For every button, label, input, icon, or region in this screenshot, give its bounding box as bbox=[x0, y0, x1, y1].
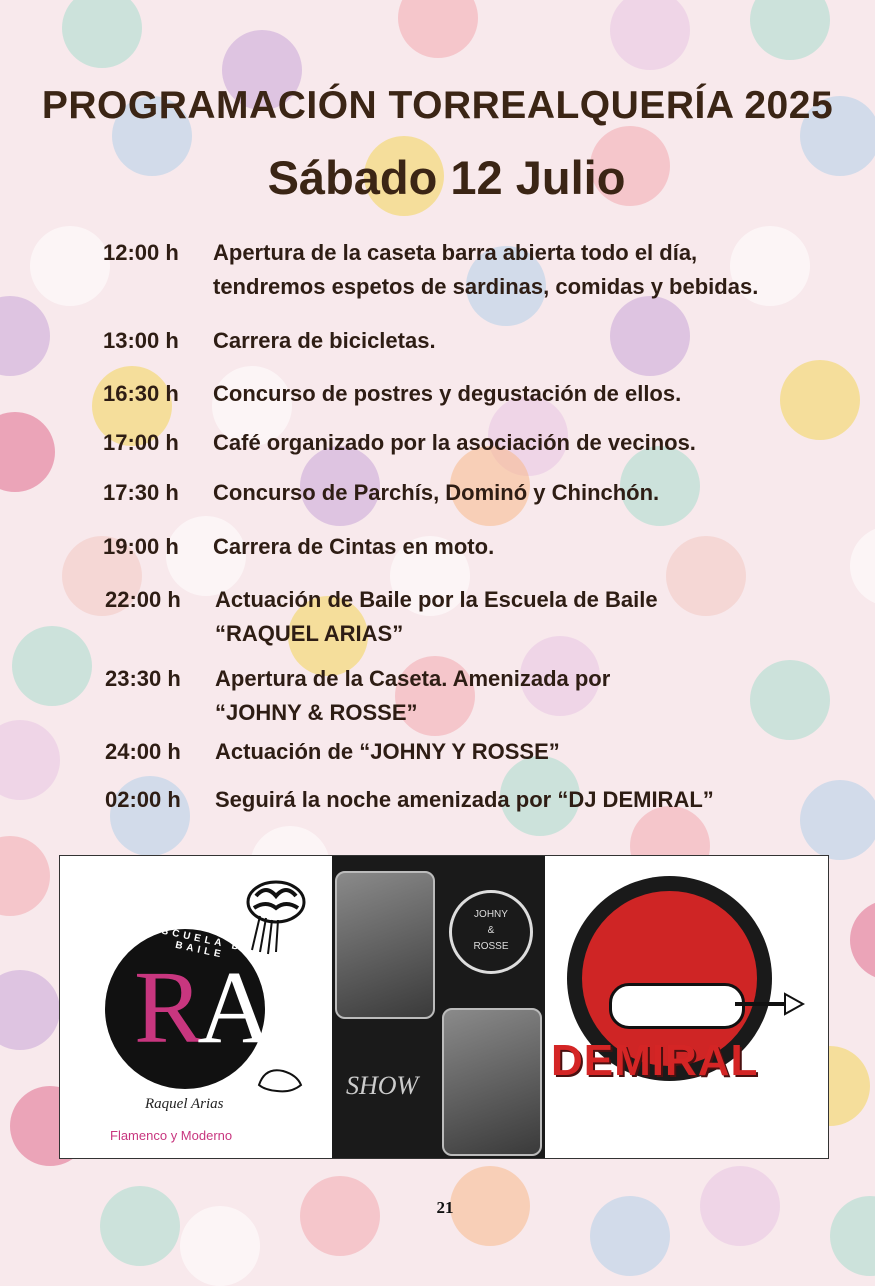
schedule-time: 12:00 h bbox=[103, 240, 179, 265]
page-subtitle-date: Sábado 12 Julio bbox=[267, 151, 626, 204]
schedule-time: 02:00 h bbox=[105, 787, 181, 812]
schedule-time: 19:00 h bbox=[103, 534, 179, 559]
schedule-desc: tendremos espetos de sardinas, comidas y bebidas. bbox=[213, 274, 759, 299]
schedule-time: 17:30 h bbox=[103, 480, 179, 505]
dancing-shoe-icon bbox=[255, 1061, 305, 1097]
schedule-desc: “RAQUEL ARIAS” bbox=[215, 621, 404, 646]
page-number: 21 bbox=[436, 1198, 454, 1217]
schedule-time: 17:00 h bbox=[103, 430, 179, 455]
raquel-arias-logo bbox=[60, 856, 332, 1158]
demiral-wordmark: DEMIRAL bbox=[551, 1036, 759, 1085]
schedule-desc: “JOHNY & ROSSE” bbox=[215, 700, 418, 725]
schedule-desc: Carrera de bicicletas. bbox=[213, 328, 436, 353]
raquel-signature: Raquel Arias bbox=[145, 1096, 224, 1112]
show-label: SHOW bbox=[346, 1071, 419, 1100]
page-title: PROGRAMACIÓN TORREALQUERÍA 2025 bbox=[41, 84, 834, 127]
schedule-time: 23:30 h bbox=[105, 666, 181, 691]
schedule-desc: Actuación de Baile por la Escuela de Baile bbox=[215, 587, 658, 612]
schedule-desc: Carrera de Cintas en moto. bbox=[213, 534, 495, 559]
raquel-style: Flamenco y Moderno bbox=[110, 1128, 233, 1143]
rosse-photo bbox=[442, 1008, 542, 1156]
schedule-desc: Concurso de Parchís, Dominó y Chinchón. bbox=[213, 480, 660, 505]
johny-rosse-poster bbox=[332, 856, 545, 1158]
schedule-desc: Apertura de la Caseta. Amenizada por bbox=[215, 666, 611, 691]
schedule-time: 22:00 h bbox=[105, 587, 181, 612]
schedule-desc: Concurso de postres y degustación de ellos. bbox=[213, 381, 682, 406]
schedule-time: 24:00 h bbox=[105, 739, 181, 764]
schedule-desc: Apertura de la caseta barra abierta todo el día, bbox=[213, 240, 698, 265]
schedule-time: 16:30 h bbox=[103, 381, 179, 406]
schedule-desc: Actuación de “JOHNY Y ROSSE” bbox=[215, 739, 560, 764]
schedule-desc: Seguirá la noche amenizada por “DJ DEMIRAL” bbox=[215, 787, 714, 812]
schedule-time: 13:00 h bbox=[103, 328, 179, 353]
johny-photo bbox=[335, 871, 435, 1019]
johny-rosse-logo: JOHNY & ROSSE bbox=[449, 890, 533, 974]
demiral-pill-shape bbox=[609, 983, 745, 1029]
raquel-logo-initials: RA bbox=[134, 950, 267, 1065]
performers-image-strip bbox=[59, 855, 829, 1159]
raquel-logo-escuela: ESCUELA DE BAILE bbox=[150, 923, 255, 961]
schedule-desc: Café organizado por la asociación de vecinos. bbox=[213, 430, 696, 455]
demiral-logo bbox=[545, 856, 828, 1158]
arrow-right-icon bbox=[735, 991, 805, 1017]
